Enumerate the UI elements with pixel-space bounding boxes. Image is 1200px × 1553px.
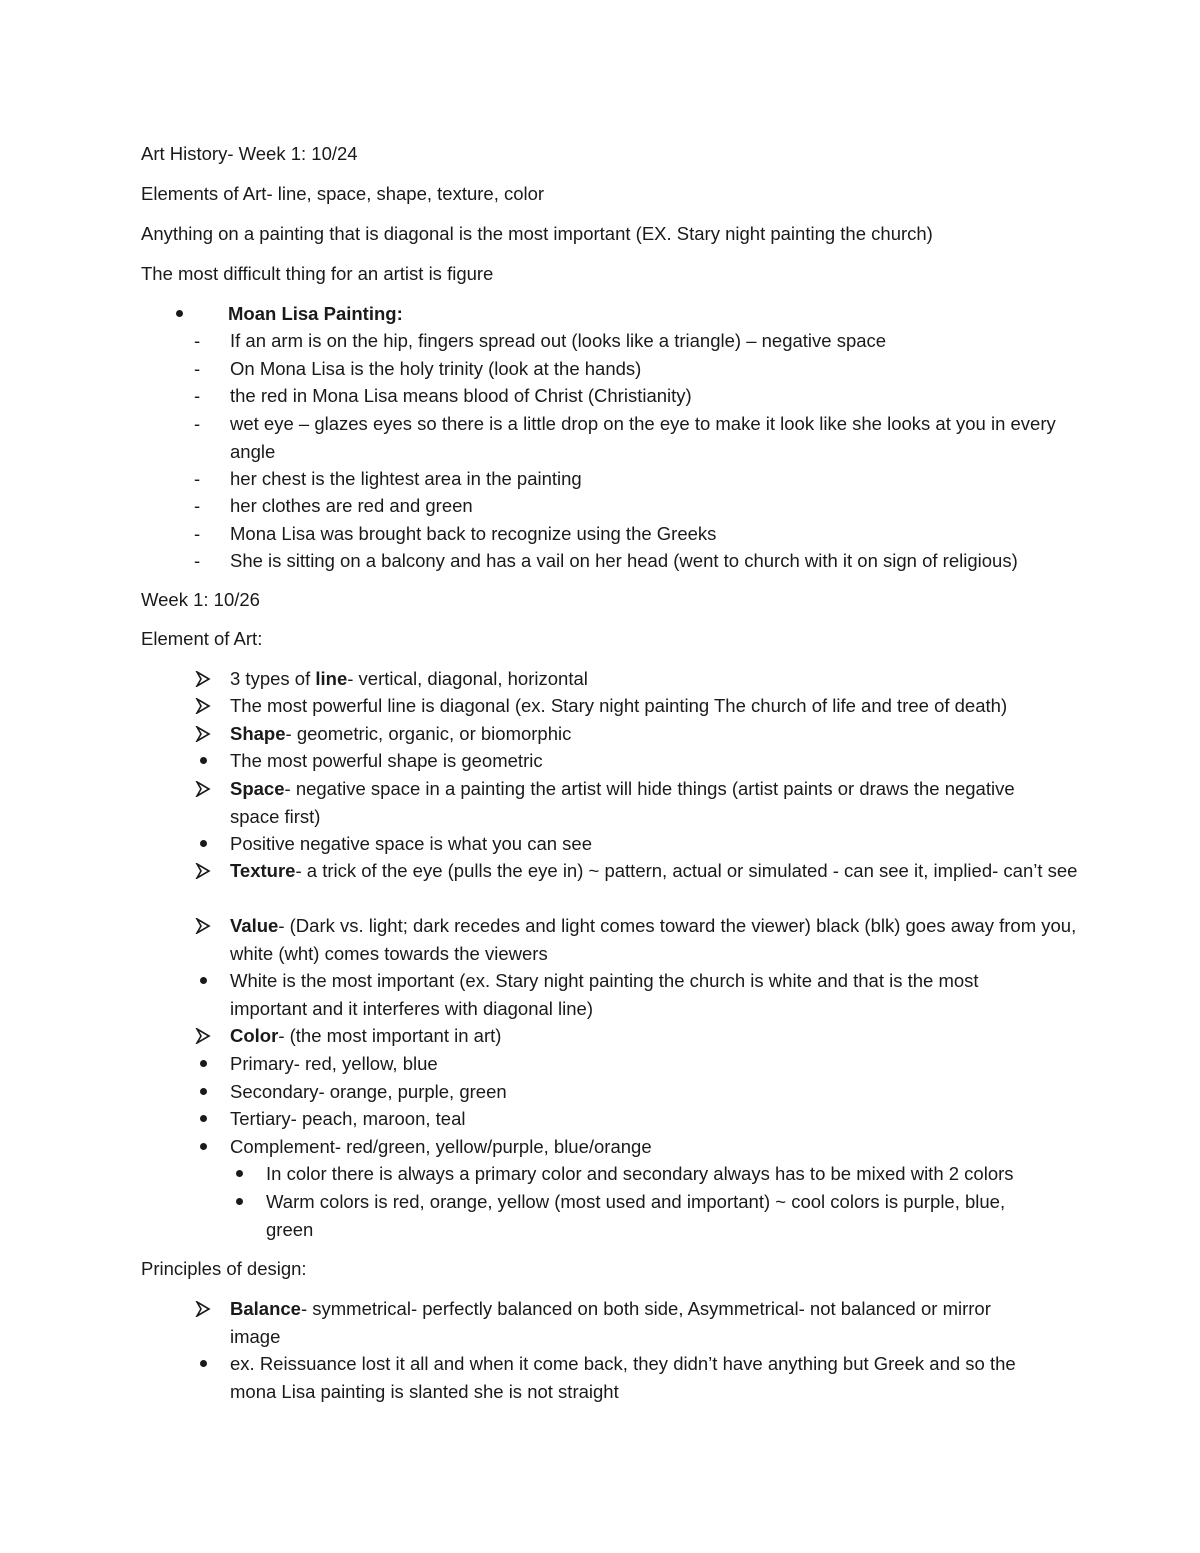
list-item-text: her clothes are red and green xyxy=(230,495,473,516)
list-item xyxy=(230,775,1060,830)
bullet-icon xyxy=(200,840,207,847)
list-item-text: the red in Mona Lisa means blood of Christ (Christianity) xyxy=(230,385,692,406)
list-item-text: If an arm is on the hip, fingers spread out (looks like a triangle) – negative space xyxy=(230,330,887,351)
list-item-text: White is the most important (ex. Stary night painting the church is white and that is the most important and it interferes with diagonal line) xyxy=(230,970,979,1019)
list-item xyxy=(230,665,1080,693)
dash-marker: - xyxy=(194,523,201,544)
list-item xyxy=(230,720,1080,748)
text-segment: - negative space in a painting the artist will hide things (artist paints or draws the negative space first) xyxy=(230,778,1015,827)
list-item xyxy=(228,300,1078,328)
list-item xyxy=(230,747,1080,775)
list-item-text: Warm colors is red, orange, yellow (most used and important) ~ cool colors is purple, blue, green xyxy=(266,1191,1006,1240)
list-item-text: ex. Reissuance lost it all and when it come back, they didn’t have anything but Greek and so the mona Lisa painting is slanted she is not straight xyxy=(230,1353,1016,1402)
bullet-icon xyxy=(176,310,183,317)
list-item xyxy=(230,967,1030,1022)
bullet-icon xyxy=(200,1143,207,1150)
list-item xyxy=(230,1078,1080,1106)
elements-paragraph: Elements of Art- line, space, shape, texture, color xyxy=(141,183,545,204)
list-item xyxy=(194,492,1080,520)
list-item xyxy=(194,327,1080,355)
dash-marker: - xyxy=(194,358,201,379)
text-segment: - geometric, organic, or biomorphic xyxy=(285,723,572,744)
list-item xyxy=(194,520,1080,548)
keyword-color: Color xyxy=(230,1025,279,1046)
list-item xyxy=(230,912,1080,967)
list-item-text: Complement- red/green, yellow/purple, blue/orange xyxy=(230,1136,652,1157)
list-item-text: her chest is the lightest area in the painting xyxy=(230,468,582,489)
bullet-icon xyxy=(200,977,207,984)
text-segment: - (Dark vs. light; dark recedes and light comes toward the viewer) black (blk) goes away from you, white (wht) comes towards the viewers xyxy=(230,915,1077,964)
list-item xyxy=(230,1133,1080,1161)
principles-heading: Principles of design: xyxy=(141,1258,307,1279)
list-item-text: Mona Lisa was brought back to recognize using the Greeks xyxy=(230,523,717,544)
list-item xyxy=(194,465,1080,493)
list-item xyxy=(266,1188,1046,1243)
bullet-icon xyxy=(200,1060,207,1067)
text-segment: - (the most important in art) xyxy=(278,1025,502,1046)
list-item xyxy=(266,1160,1086,1188)
list-item-text: Primary- red, yellow, blue xyxy=(230,1053,438,1074)
keyword-balance: Balance xyxy=(230,1298,301,1319)
list-item-text: Secondary- orange, purple, green xyxy=(230,1081,507,1102)
page-title: Art History- Week 1: 10/24 xyxy=(141,143,358,164)
list-item xyxy=(194,410,1070,465)
list-item xyxy=(230,1105,1080,1133)
list-item xyxy=(194,355,1080,383)
keyword-space: Space xyxy=(230,778,285,799)
list-item xyxy=(230,1022,1080,1050)
list-item xyxy=(230,1050,1080,1078)
list-item xyxy=(230,692,1080,720)
text-segment: - symmetrical- perfectly balanced on both side, Asymmetrical- not balanced or mirror image xyxy=(230,1298,991,1347)
dash-marker: - xyxy=(194,330,201,351)
keyword-texture: Texture xyxy=(230,860,296,881)
list-item xyxy=(230,857,1080,885)
list-item xyxy=(230,1350,1040,1405)
list-item-text: Positive negative space is what you can see xyxy=(230,833,592,854)
text-segment: 3 types of xyxy=(230,668,316,689)
week-heading: Week 1: 10/26 xyxy=(141,589,260,610)
list-item xyxy=(230,1295,1030,1350)
list-item xyxy=(230,830,1080,858)
keyword-value: Value xyxy=(230,915,279,936)
keyword-line: line xyxy=(315,668,348,689)
dash-marker: - xyxy=(194,550,201,571)
bullet-icon xyxy=(236,1170,243,1177)
mona-heading: Moan Lisa Painting: xyxy=(228,303,403,324)
list-item-text: wet eye – glazes eyes so there is a little drop on the eye to make it look like she looks at you in every angle xyxy=(230,413,1056,462)
list-item xyxy=(194,382,1080,410)
text-segment: - vertical, diagonal, horizontal xyxy=(347,668,588,689)
dash-marker: - xyxy=(194,468,201,489)
diagonal-paragraph: Anything on a painting that is diagonal is the most important (EX. Stary night painting the church) xyxy=(141,223,933,244)
dash-marker: - xyxy=(194,495,201,516)
text-segment: - a trick of the eye (pulls the eye in) ~ pattern, actual or simulated - can see it, implied- can’t see xyxy=(295,860,1078,881)
list-item-text: On Mona Lisa is the holy trinity (look at the hands) xyxy=(230,358,642,379)
list-item-text: In color there is always a primary color and secondary always has to be mixed with 2 colors xyxy=(266,1163,1014,1184)
bullet-icon xyxy=(200,1360,207,1367)
bullet-icon xyxy=(236,1198,243,1205)
bullet-icon xyxy=(200,757,207,764)
dash-marker: - xyxy=(194,413,201,434)
bullet-icon xyxy=(200,1088,207,1095)
keyword-shape: Shape xyxy=(230,723,286,744)
list-item-text: Tertiary- peach, maroon, teal xyxy=(230,1108,466,1129)
list-item xyxy=(194,547,1130,575)
element-heading: Element of Art: xyxy=(141,628,263,649)
bullet-icon xyxy=(200,1115,207,1122)
difficult-paragraph: The most difficult thing for an artist is figure xyxy=(141,263,494,284)
list-item-text: The most powerful shape is geometric xyxy=(230,750,543,771)
list-item-text: The most powerful line is diagonal (ex. Stary night painting The church of life and tree of death) xyxy=(230,695,1008,716)
dash-marker: - xyxy=(194,385,201,406)
list-item-text: She is sitting on a balcony and has a vail on her head (went to church with it on sign of religious) xyxy=(230,550,1018,571)
